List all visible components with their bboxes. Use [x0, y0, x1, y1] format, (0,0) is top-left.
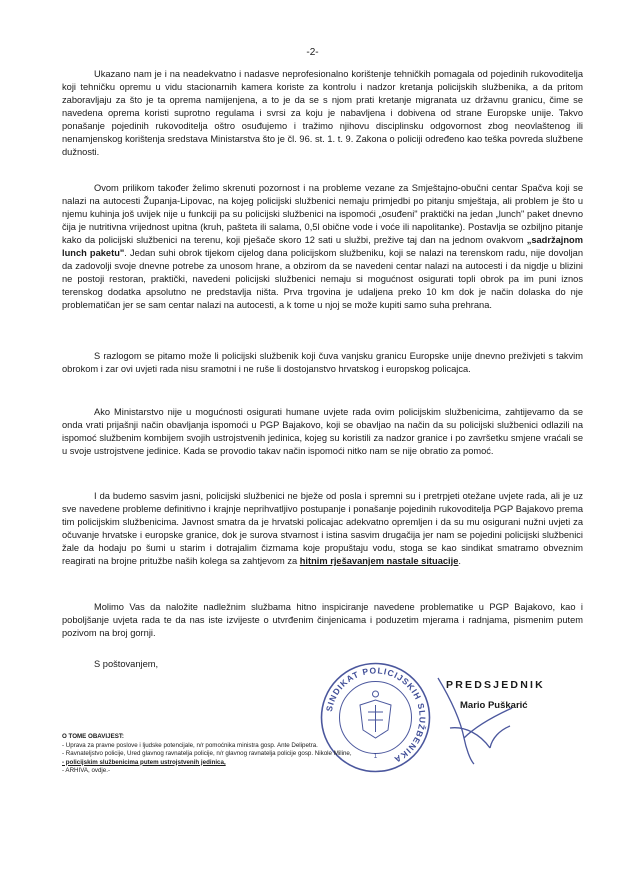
paragraph-dignity-question: S razlogom se pitamo može li policijski službenik koji čuva vanjsku granicu Europske unije dnevno preživjeti s takvim obrokom i zar ovi uvjeti rada nisu sramotni i ne ruše li dostojanstvo hrvatskog i europskog policajca.: [62, 351, 583, 374]
notice-item: - ARHIVA, ovdje.-: [62, 767, 111, 774]
emphasis-urgent-resolution: hitnim rješavanjem nastale situacije: [299, 556, 459, 566]
paragraph-text: I da budemo sasvim jasni, policijski službenici ne bježe od posla i spremni su i pretrpjeti otežane uvjete rada, ali je uz sve navedene probleme definitivno i krajnje neprihvatljivo postupanje i ponašanje pojedinih rukovoditelja PGP Bajakovo prema tim policijskim službenicima. Javnost smatra da je hrvatski policajac adekvatno opremljen i da su mu osigurani nužni uvjeti za očuvanje hrvatske i europske granice, dok je surova stvarnost i istina sasvim drugačija jer nam se pojedini policijski službenici žale da hodaju po šumi u starim i dotrajalim čizmama koje propuštaju vodu, stoga se kao sindikat smatramo obveznim reagirati na brojne pritužbe naših kolega sa zahtjevom za: [62, 491, 583, 566]
paragraph-text: .: [458, 556, 461, 566]
stamp-emblem-icon: [360, 691, 391, 738]
notice-item: - Ravnateljstvo policije, Ured glavnog ravnatelja policije, n/r glavnog ravnatelja policije gosp. Nikole Miline,: [62, 750, 352, 757]
paragraph-working-conditions: [62, 490, 583, 568]
notice-section: [62, 733, 352, 776]
paragraph-spacva-center: [62, 182, 583, 312]
svg-text:1: 1: [373, 753, 378, 760]
paragraph-misuse-of-equipment: Ukazano nam je i na neadekvatno i nadasve neprofesionalno korištenje tehničkih pomagala od pojedinih rukovoditelja koji tehničku opremu u vidu stacionarnih kamera koriste za kontrolu i nadzor kretanja policijskih službenika, a da pritom zaboravljaju za što je ta oprema namijenjena, a to je da se s njom prati kretanje migranata uz državnu granicu, čime se navedena oprema koristi suprotno regulama i svrsi za koju je nabavljena i dobivena od strane Europske unije. Takvo ponašanje pojedinih rukovoditelja oštro osuđujemo i tražimo njihovu disciplinsku odgovornost zbog neovlaštenog ili nenamjenskog korištenja sredstava Ministarstva što je čl. 96. st. 1. t. 9. Zakona o policiji određeno kao teška povreda službene dužnosti.: [62, 69, 583, 157]
notice-item: - Uprava za pravne poslove i ljudske potencijale, n/r pomoćnika ministra gosp. Ante Delipetra.: [62, 741, 318, 749]
signature-title: PREDSJEDNIK: [446, 679, 545, 691]
page-number: -2-: [306, 47, 319, 58]
notice-title: O TOME OBAVIJEST:: [62, 733, 124, 740]
paragraph-demand-previous-method: Ako Ministarstvo nije u mogućnosti osigurati humane uvjete rada ovim policijskim službenicima, zahtijevamo da se onda vrati prijašnji način obavljanja ispomoći u PGP Bajakovo, koji se obavljao na način da su policijski službenici odlazili na ispomoć službenim kombijem svojih ustrojstvenih jedinica, kojeg su koristili za nadzor granice i po završetku smjene vraćali se u svoje ustrojstvene jedinice. Kada se provodio takav način ispomoći nitko nam se nije obratio za pomoć.: [62, 407, 583, 456]
stamp-text: SINDIKAT POLICIJSKIH SLUŽBENIKA: [323, 665, 428, 766]
notice-item: - policijskim službenicima putem ustrojstvenih jedinica,: [62, 758, 226, 766]
emphasis-lunch-packet: „sadržajnom lunch paketu": [62, 235, 583, 258]
signature-name: Mario Puškarić: [460, 700, 528, 711]
paragraph-text: . Jedan suhi obrok tijekom cijelog dana policijskom službeniku, koji se nalazi na terenskom radu, nije dovoljan da zadovolji svoje dnevne potrebe za unosom hrane, a obzirom da se navedeni centar nalazi na autocesti i da nigdje u blizini ne postoji restoran, praktički, navedeni policijski službenici nemaju si mogućnost osigurati topli obrok pa im puni iznos terenskog dodatka apsolutno ne predstavlja ništa. Prva trgovina je udaljena preko 10 km dok je način dolaska do nje problematičan jer se sam centar nalazi na autocesti, a k tome u njoj se može kupiti samo suha prehrana.: [62, 248, 584, 310]
closing-salutation: S poštovanjem,: [94, 659, 159, 669]
paragraph-text: Ovom prilikom također želimo skrenuti pozornost i na probleme vezane za Smještajno-obučni centar Spačva koji se nalazi na autocesti Županja-Lipovac, na kojeg policijski službenici nemaju primjedbi po pitanju smještaja, ali problem je što u njemu kuhinja još uvijek nije u funkciji pa su policijski službenici na ispomoći „osuđeni" praktički na jedan „lunch" paket dnevno čija je nutritivna vrijednost upitna (kruh, pašteta ili salama, 0,5l obične vode i voće ili napolitanke). Postavlja se ozbiljno pitanje kako da policijski službenici na terenu, koji pješače skoro 12 sati u službi, prežive taj dan na jednom ovakvom: [62, 183, 583, 245]
paragraph-request-inspection: Molimo Vas da naložite nadležnim službama hitno inspiciranje navedene problematike u PGP Bajakovo, kao i poboljšanje uvjeta rada te da nas iste izvijeste o utvrđenim činjenicama i poduzetim mjerama i radnjama, pismenim putem pozivom na broj gornji.: [62, 602, 583, 638]
